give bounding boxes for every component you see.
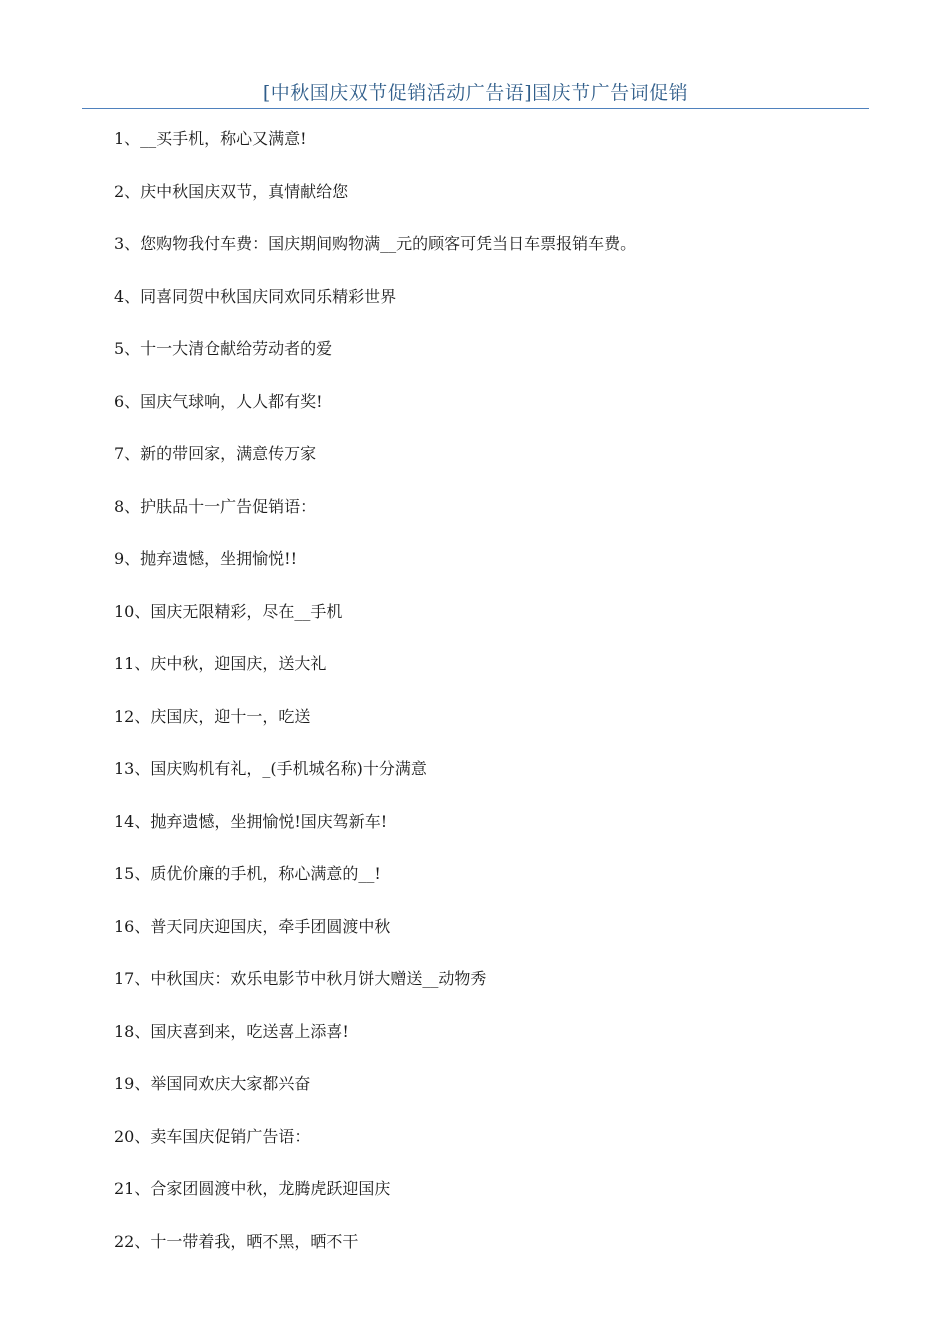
list-item: 13、国庆购机有礼，_(手机城名称)十分满意: [114, 759, 427, 778]
list-item: 15、质优价廉的手机，称心满意的__!: [114, 864, 381, 883]
list-item: 6、国庆气球响，人人都有奖!: [114, 391, 323, 411]
list-item: 12、庆国庆，迎十一，吃送: [114, 706, 311, 726]
list-item: 9、抛弃遗憾，坐拥愉悦!!: [114, 549, 298, 568]
list-item: 17、中秋国庆：欢乐电影节中秋月饼大赠送__动物秀: [114, 969, 487, 988]
header-divider: [82, 108, 869, 109]
list-item: 11、庆中秋，迎国庆，送大礼: [114, 654, 327, 673]
list-item: 18、国庆喜到来，吃送喜上添喜!: [114, 1021, 349, 1041]
list-item: 21、合家团圆渡中秋，龙腾虎跃迎国庆: [114, 1179, 391, 1198]
list-item: 2、庆中秋国庆双节，真情献给您: [114, 181, 349, 201]
list-item: 14、抛弃遗憾，坐拥愉悦!国庆驾新车!: [114, 811, 388, 831]
list-item: 4、同喜同贺中秋国庆同欢同乐精彩世界: [114, 286, 397, 306]
list-item: 16、普天同庆迎国庆，牵手团圆渡中秋: [114, 916, 391, 936]
slogan-list: [114, 126, 854, 1281]
list-item: 7、新的带回家，满意传万家: [114, 444, 317, 463]
list-item: 8、护肤品十一广告促销语：: [114, 496, 317, 516]
list-item: 3、您购物我付车费：国庆期间购物满__元的顾客可凭当日车票报销车费。: [114, 234, 637, 253]
list-item: 19、举国同欢庆大家都兴奋: [114, 1074, 311, 1093]
list-item: 1、__买手机，称心又满意!: [114, 129, 307, 148]
list-item: 22、十一带着我，晒不黑，晒不干: [114, 1231, 359, 1251]
list-item: 10、国庆无限精彩，尽在__手机: [114, 601, 343, 621]
list-item: 20、卖车国庆促销广告语：: [114, 1126, 311, 1146]
list-item: 5、十一大清仓献给劳动者的爱: [114, 339, 333, 358]
document-header-title: [中秋国庆双节促销活动广告语]国庆节广告词促销: [262, 82, 689, 104]
